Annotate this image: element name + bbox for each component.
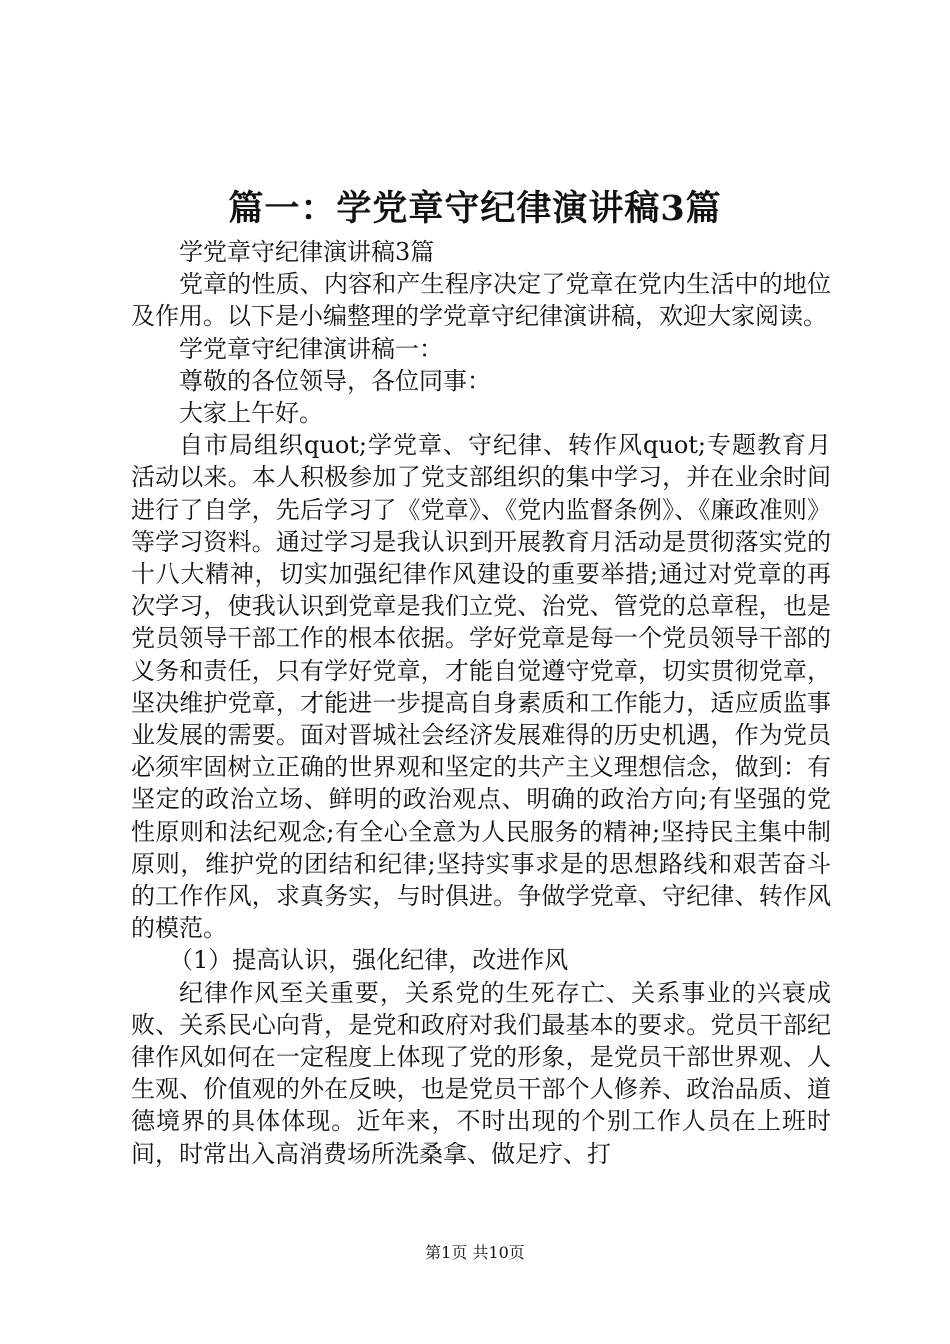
paragraph-section-heading: （1）提高认识，强化纪律，改进作风 <box>169 946 569 975</box>
paragraph-intro: 党章的性质、内容和产生程序决定了党章在党内生活中的地位及作用。以下是小编整理的学党章守纪律演讲稿，欢迎大家阅读。 <box>131 270 831 331</box>
paragraph-subtitle: 学党章守纪律演讲稿3篇 <box>179 238 435 266</box>
paragraph-main: 自市局组织quot;学党章、守纪律、转作风quot;专题教育月活动以来。本人积极参加了党支部组织的集中学习，并在业余时间进行了自学，先后学习了《党章》、《党内监督条例》、《廉政准则》等学习资料。通过学习是我认识到开展教育月活动是贯彻落实党的十八大精神，切实加强纪律作风建设的重要举措;通过对党章的再次学习，使我认识到党章是我们立党、治党、管党的总章程，也是党员领导干部工作的根本依据。学好党章是每一个党员领导干部的义务和责任，只有学好党章，才能自觉遵守党章，切实贯彻党章，坚决维护党章，才能进一步提高自身素质和工作能力，适应质监事业发展的需要。面对晋城社会经济发展难得的历史机遇，作为党员必须牢固树立正确的世界观和坚定的共产主义理想信念，做到：有坚定的政治立场、鲜明的政治观点、明确的政治方向;有坚强的党性原则和法纪观念;有全心全意为人民服务的精神;坚持民主集中制原则，维护党的团结和纪律;坚持实事求是的思想路线和艰苦奋斗的工作作风，求真务实，与时俱进。争做学党章、守纪律、转作风的模范。 <box>131 431 831 943</box>
document-body <box>131 236 831 1170</box>
paragraph-salutation: 尊敬的各位领导，各位同事： <box>179 366 491 395</box>
document-title: 篇一：学党章守纪律演讲稿3篇 <box>228 188 722 229</box>
paragraph-speech-heading: 学党章守纪律演讲稿一： <box>179 334 443 363</box>
paragraph-discipline: 纪律作风至关重要，关系党的生死存亡、关系事业的兴衰成败、关系民心向背，是党和政府对我们最基本的要求。党员干部纪律作风如何在一定程度上体现了党的形象，是党员干部世界观、人生观、价值观的外在反映，也是党员干部个人修养、政治品质、道德境界的具体体现。近年来，不时出现的个别工作人员在上班时间，时常出入高消费场所洗桑拿、做足疗、打 <box>131 978 831 1168</box>
paragraph-greeting: 大家上午好。 <box>179 399 323 428</box>
page-footer: 第1页 共10页 <box>425 1243 525 1262</box>
